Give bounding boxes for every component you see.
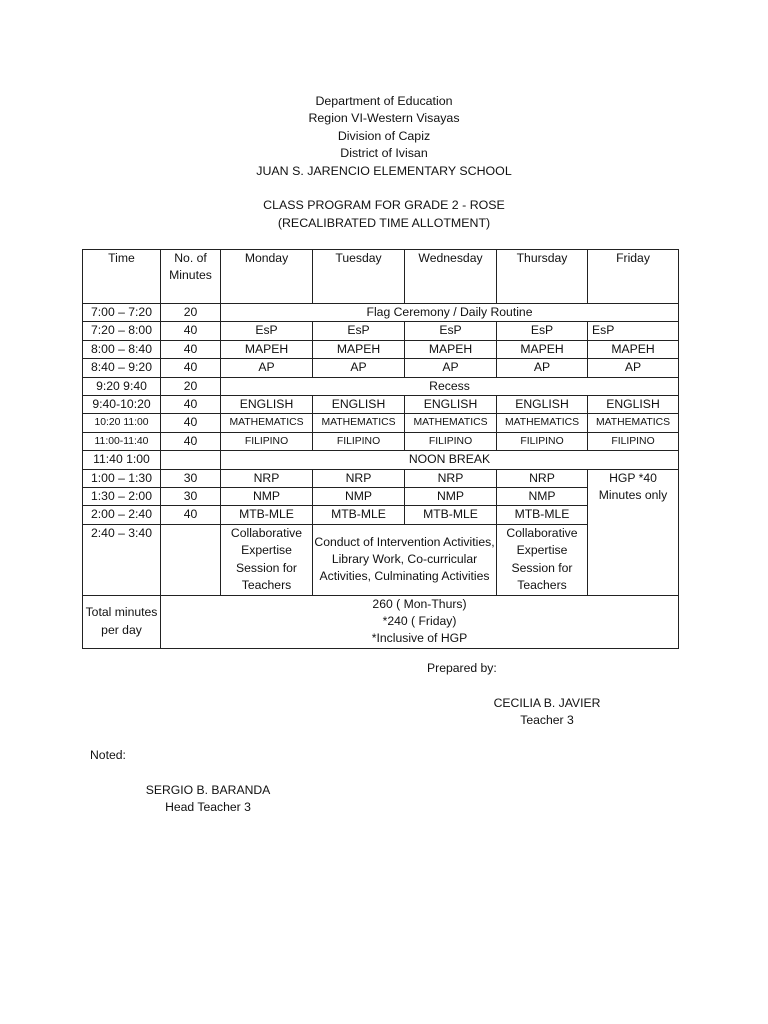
minutes-cell (161, 451, 221, 469)
minutes-cell: 40 (161, 359, 221, 377)
column-header-tuesday: Tuesday (313, 250, 405, 304)
header-line-school: JUAN S. JARENCIO ELEMENTARY SCHOOL (256, 163, 512, 178)
subject-cell: ENGLISH (405, 396, 497, 414)
class-program-table (82, 249, 679, 649)
table-row (83, 359, 679, 377)
subject-cell: ENGLISH (221, 396, 313, 414)
subject-cell: NRP (221, 469, 313, 487)
subject-cell: MATHEMATICS (221, 414, 313, 432)
subject-cell: MTB-MLE (405, 506, 497, 524)
time-cell: 1:30 – 2:00 (83, 488, 161, 506)
preparer-name: CECILIA B. JAVIER (493, 696, 601, 710)
subject-cell: NMP (221, 488, 313, 506)
subject-cell: MATHEMATICS (405, 414, 497, 432)
minutes-cell: 40 (161, 414, 221, 432)
subject-cell: FILIPINO (313, 432, 405, 450)
minutes-cell (161, 524, 221, 595)
minutes-cell: 40 (161, 396, 221, 414)
subject-cell: MAPEH (497, 340, 588, 358)
preparer-position: Teacher 3 (520, 713, 574, 728)
subject-cell: MATHEMATICS (588, 414, 679, 432)
noter-name: SERGIO B. BARANDA (145, 783, 271, 797)
minutes-cell: 40 (161, 506, 221, 524)
subject-cell: MATHEMATICS (313, 414, 405, 432)
header-line-region: Region VI-Western Visayas (308, 111, 460, 126)
prepared-by-label: Prepared by: (427, 661, 497, 675)
table-row (83, 304, 679, 322)
minutes-cell: 20 (161, 377, 221, 395)
subject-cell: MAPEH (221, 340, 313, 358)
total-label-cell: Total minutes per day (83, 595, 161, 648)
header-line-deped: Department of Education (315, 94, 453, 108)
subject-cell: AP (221, 359, 313, 377)
document-header (0, 93, 768, 232)
merged-activity-cell: Recess (221, 377, 679, 395)
subject-cell: NMP (313, 488, 405, 506)
preparer-block (482, 695, 612, 730)
time-cell: 8:00 – 8:40 (83, 340, 161, 358)
table-header-row (83, 250, 679, 304)
time-cell: 11:00-11:40 (83, 432, 161, 450)
subject-cell: EsP (497, 322, 588, 340)
subject-cell: AP (497, 359, 588, 377)
time-cell: 1:00 – 1:30 (83, 469, 161, 487)
subject-cell: AP (313, 359, 405, 377)
table-row (83, 451, 679, 469)
merged-activity-cell: Flag Ceremony / Daily Routine (221, 304, 679, 322)
subject-cell: NRP (405, 469, 497, 487)
table-row (83, 396, 679, 414)
minutes-cell: 40 (161, 340, 221, 358)
subject-cell: MATHEMATICS (497, 414, 588, 432)
minutes-cell: 30 (161, 488, 221, 506)
subject-cell: FILIPINO (497, 432, 588, 450)
table-row (83, 340, 679, 358)
intervention-activities-cell: Conduct of Intervention Activities, Library Work, Co-curricular Activities, Culminating Activities (313, 524, 497, 595)
total-mon-thurs: 260 ( Mon-Thurs) (372, 596, 467, 611)
subject-cell: MTB-MLE (221, 506, 313, 524)
merged-activity-cell: NOON BREAK (221, 451, 679, 469)
column-header-thursday: Thursday (497, 250, 588, 304)
time-cell: 8:40 – 9:20 (83, 359, 161, 377)
subject-cell: ENGLISH (313, 396, 405, 414)
time-cell: 7:00 – 7:20 (83, 304, 161, 322)
total-value-cell (161, 595, 679, 648)
subject-cell: MTB-MLE (497, 506, 588, 524)
time-cell: 7:20 – 8:00 (83, 322, 161, 340)
time-cell: 9:20 9:40 (83, 377, 161, 395)
subject-cell: NRP (497, 469, 588, 487)
time-cell: 10:20 11:00 (83, 414, 161, 432)
noter-block (138, 782, 278, 817)
subject-cell: EsP (405, 322, 497, 340)
column-header-friday: Friday (588, 250, 679, 304)
column-header-minutes: No. of Minutes (161, 250, 221, 304)
subject-cell: NMP (405, 488, 497, 506)
total-note: *Inclusive of HGP (371, 631, 468, 646)
header-line-district: District of Ivisan (340, 146, 428, 161)
noter-position: Head Teacher 3 (165, 800, 251, 815)
subject-cell: MAPEH (405, 340, 497, 358)
time-cell: 11:40 1:00 (83, 451, 161, 469)
program-subtitle: (RECALIBRATED TIME ALLOTMENT) (277, 215, 491, 230)
subject-cell: NMP (497, 488, 588, 506)
total-row (83, 595, 679, 648)
time-cell: 2:40 – 3:40 (83, 524, 161, 595)
collaborative-session-cell: Collaborative Expertise Session for Teachers (221, 524, 313, 595)
subject-cell: AP (588, 359, 679, 377)
program-title: CLASS PROGRAM FOR GRADE 2 - ROSE (263, 198, 505, 213)
table-row (83, 414, 679, 432)
column-header-monday: Monday (221, 250, 313, 304)
subject-cell: FILIPINO (405, 432, 497, 450)
table-row (83, 432, 679, 450)
table-row (83, 377, 679, 395)
subject-cell: EsP (313, 322, 405, 340)
noted-label: Noted: (90, 748, 126, 762)
minutes-cell: 40 (161, 322, 221, 340)
column-header-time: Time (83, 250, 161, 304)
table-row (83, 322, 679, 340)
total-friday: *240 ( Friday) (382, 613, 457, 628)
subject-cell: NRP (313, 469, 405, 487)
minutes-cell: 40 (161, 432, 221, 450)
subject-cell: ENGLISH (588, 396, 679, 414)
subject-cell: FILIPINO (588, 432, 679, 450)
subject-cell: FILIPINO (221, 432, 313, 450)
collaborative-session-cell: Collaborative Expertise Session for Teachers (497, 524, 588, 595)
minutes-cell: 30 (161, 469, 221, 487)
subject-cell: EsP (221, 322, 313, 340)
subject-cell: AP (405, 359, 497, 377)
subject-cell: MAPEH (588, 340, 679, 358)
subject-cell: EsP (588, 322, 679, 340)
time-cell: 9:40-10:20 (83, 396, 161, 414)
header-line-division: Division of Capiz (337, 128, 431, 143)
subject-cell: ENGLISH (497, 396, 588, 414)
time-cell: 2:00 – 2:40 (83, 506, 161, 524)
subject-cell: MTB-MLE (313, 506, 405, 524)
friday-hgp-cell: HGP *40 Minutes only (588, 469, 679, 595)
column-header-wednesday: Wednesday (405, 250, 497, 304)
subject-cell: MAPEH (313, 340, 405, 358)
table-row (83, 469, 679, 487)
minutes-cell: 20 (161, 304, 221, 322)
